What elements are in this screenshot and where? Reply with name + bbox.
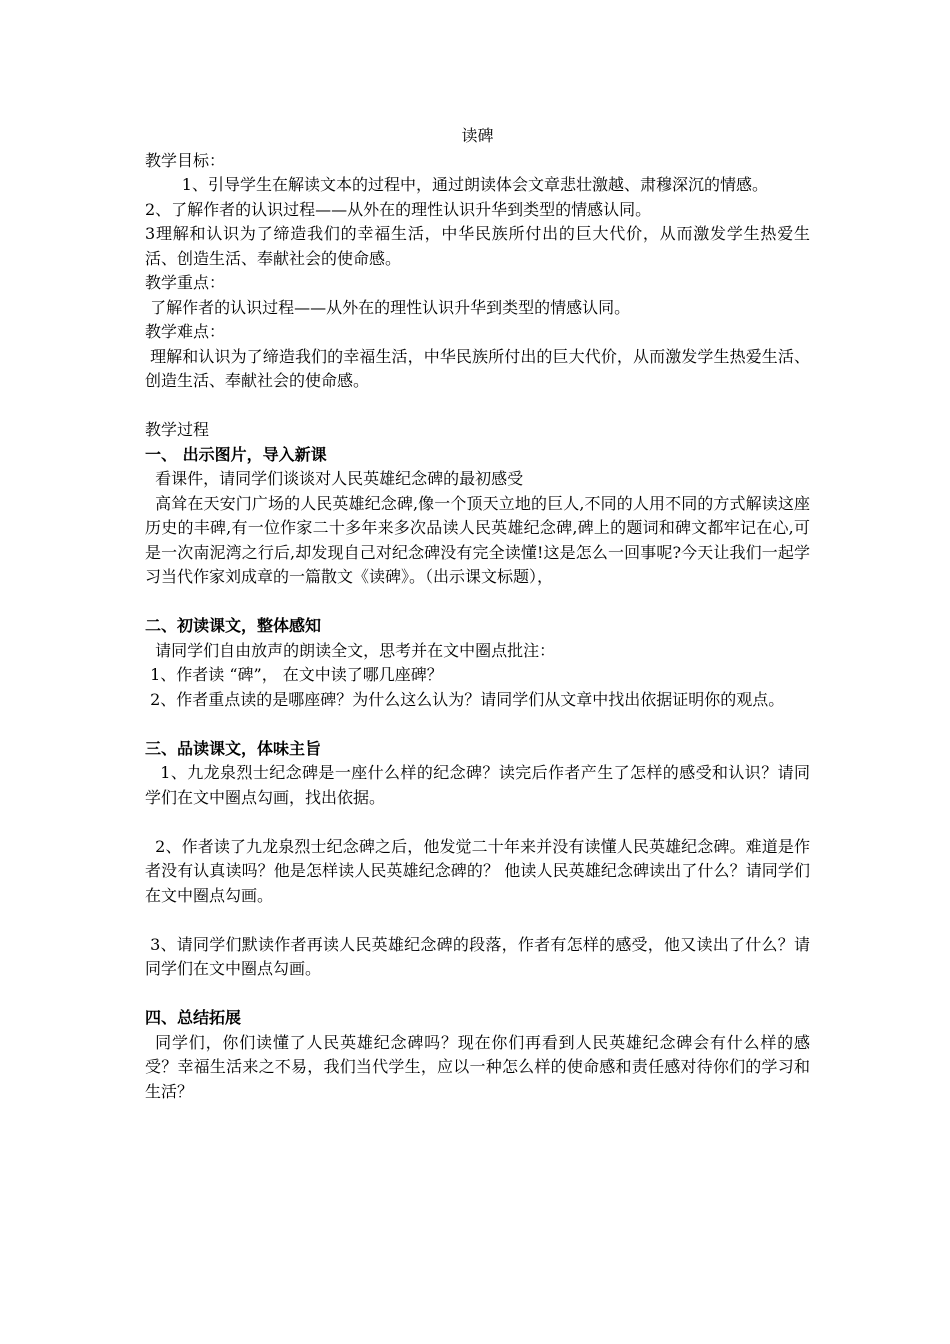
spacer xyxy=(145,810,810,835)
section-1-paragraph: 高耸在天安门广场的人民英雄纪念碑,像一个顶天立地的巨人,不同的人用不同的方式解读这座历史的丰碑,有一位作家二十多年来多次品读人民英雄纪念碑,碑上的题词和碑文都牢记在心,可是一次南泥湾之行后,却发现自己对纪念碑没有完全读懂!这是怎么一回事呢?今天让我们一起学习当代作家刘成章的一篇散文《读碑》。（出示课文标题）， xyxy=(145,493,810,586)
spacer xyxy=(145,394,810,419)
section-1-heading: 一、 出示图片，导入新课 xyxy=(145,444,327,464)
difficult-points-text: 理解和认识为了缔造我们的幸福生活，中华民族所付出的巨大代价，从而激发学生热爱生活、创造生活、奉献社会的使命感。 xyxy=(145,346,810,390)
section-4-heading: 四、总结拓展 xyxy=(145,1008,242,1027)
key-points-heading: 教学重点： xyxy=(145,273,226,292)
document-title: 读碑 xyxy=(461,126,494,145)
spacer xyxy=(145,982,810,1007)
section-2-paragraph: 请同学们自由放声的朗读全文，思考并在文中圈点批注： xyxy=(155,640,556,660)
objective-2: 2、了解作者的认识过程——从外在的理性认识升华到类型的情感认同。 xyxy=(145,199,652,219)
section-3-heading: 三、品读课文，体味主旨 xyxy=(145,738,322,758)
section-1-paragraph: 看课件，请同学们谈谈对人民英雄纪念碑的最初感受 xyxy=(155,469,524,488)
objective-1: 1、引导学生在解读文本的过程中，通过朗读体会文章悲壮激越、肃穆深沉的情感。 xyxy=(181,175,768,194)
spacer xyxy=(145,908,810,933)
section-4-paragraph: 同学们，你们读懂了人民英雄纪念碑吗？现在你们再看到人民英雄纪念碑会有什么样的感受？幸福生活来之不易，我们当代学生，应以一种怎么样的使命感和责任感对待你们的学习和生活？ xyxy=(145,1032,810,1101)
key-points-text: 了解作者的认识过程——从外在的理性认识升华到类型的情感认同。 xyxy=(150,297,631,317)
section-2-paragraph: 2、作者重点读的是哪座碑？为什么这么认为？请同学们从文章中找出依据证明你的观点。 xyxy=(150,689,785,709)
process-heading: 教学过程 xyxy=(145,420,210,439)
document-page xyxy=(145,124,810,1104)
difficult-points-heading: 教学难点： xyxy=(145,322,226,341)
section-3-paragraph: 3、请同学们默读作者再读人民英雄纪念碑的段落，作者有怎样的感受，他又读出了什么？请同学们在文中圈点勾画。 xyxy=(145,934,810,978)
section-2-paragraph: 1、作者读 “碑”， 在文中读了哪几座碑？ xyxy=(150,665,443,684)
section-2-heading: 二、初读课文，整体感知 xyxy=(145,616,322,635)
spacer xyxy=(145,712,810,737)
spacer xyxy=(145,590,810,615)
section-3-paragraph: 2、作者读了九龙泉烈士纪念碑之后，他发觉二十年来并没有读懂人民英雄纪念碑。难道是作者没有认真读吗？他是怎样读人民英雄纪念碑的？ 他读人民英雄纪念碑读出了什么？请同学们在文中圈点勾画。 xyxy=(145,836,810,905)
objective-3: 3理解和认识为了缔造我们的幸福生活，中华民族所付出的巨大代价，从而激发学生热爱生活、创造生活、奉献社会的使命感。 xyxy=(145,224,810,268)
section-3-paragraph: 1、九龙泉烈士纪念碑是一座什么样的纪念碑？读完后作者产生了怎样的感受和认识？请同学们在文中圈点勾画，找出依据。 xyxy=(145,763,810,807)
objectives-heading: 教学目标： xyxy=(145,150,226,170)
